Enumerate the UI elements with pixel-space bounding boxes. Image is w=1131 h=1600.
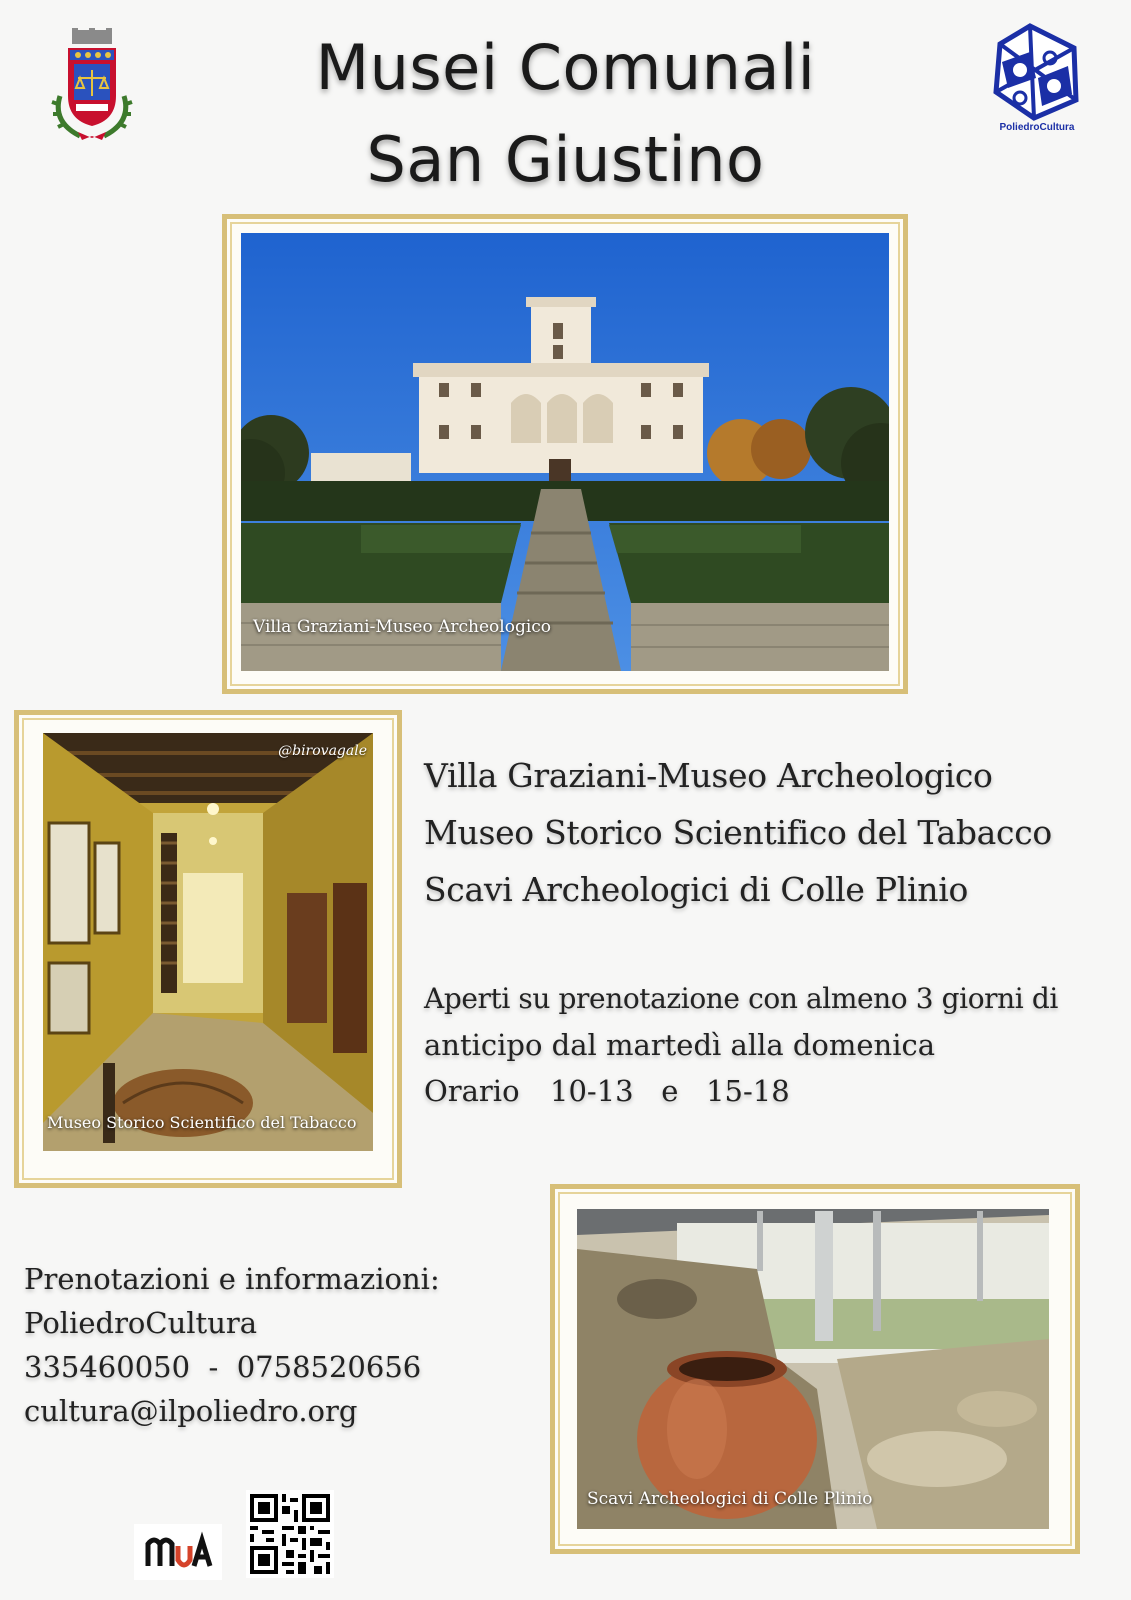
colle-photo-frame — [550, 1184, 1080, 1554]
villa-photo-frame — [222, 214, 908, 694]
opening-hours-label: Orario — [424, 1074, 520, 1108]
tabacco-photo — [43, 733, 373, 1151]
tabacco-photo-caption: Museo Storico Scientifico del Tabacco — [47, 1113, 357, 1132]
contacts-email: cultura@ilpoliedro.org — [24, 1394, 358, 1428]
page-title-line2: San Giustino — [366, 123, 765, 196]
colle-photo — [577, 1209, 1049, 1529]
page-title-line1: Musei Comunali — [315, 31, 816, 104]
museum-item-villa: Villa Graziani-Museo Archeologico — [424, 756, 993, 795]
qr-code-icon — [246, 1490, 334, 1578]
contacts-org: PoliedroCultura — [24, 1306, 258, 1340]
colle-photo-caption: Scavi Archeologici di Colle Plinio — [587, 1489, 873, 1509]
villa-photo-caption: Villa Graziani-Museo Archeologico — [253, 617, 552, 637]
museum-item-colle-plinio: Scavi Archeologici di Colle Plinio — [424, 870, 969, 909]
contacts-phones: 335460050 - 0758520656 — [24, 1350, 422, 1384]
scavi-colle-plinio-image — [577, 1209, 1049, 1529]
villa-graziani-image — [241, 233, 889, 671]
opening-info-line1: Aperti su prenotazione con almeno 3 giorni di — [424, 982, 1058, 1015]
opening-hours: 10-13 e 15-18 — [550, 1074, 790, 1108]
tabacco-photo-frame — [14, 710, 402, 1188]
contacts-heading: Prenotazioni e informazioni: — [24, 1262, 440, 1296]
tabacco-watermark: @birovagale — [278, 743, 367, 759]
poliedro-logo-label: PoliedroCultura — [999, 122, 1075, 133]
mua-logo — [134, 1524, 222, 1580]
museum-item-tabacco: Museo Storico Scientifico del Tabacco — [424, 813, 1052, 852]
mu-logo-icon — [134, 1524, 222, 1580]
museo-tabacco-image — [43, 733, 373, 1151]
villa-photo — [241, 233, 889, 671]
qr-code[interactable] — [246, 1490, 334, 1578]
opening-info-line2: anticipo dal martedì alla domenica — [424, 1028, 936, 1062]
